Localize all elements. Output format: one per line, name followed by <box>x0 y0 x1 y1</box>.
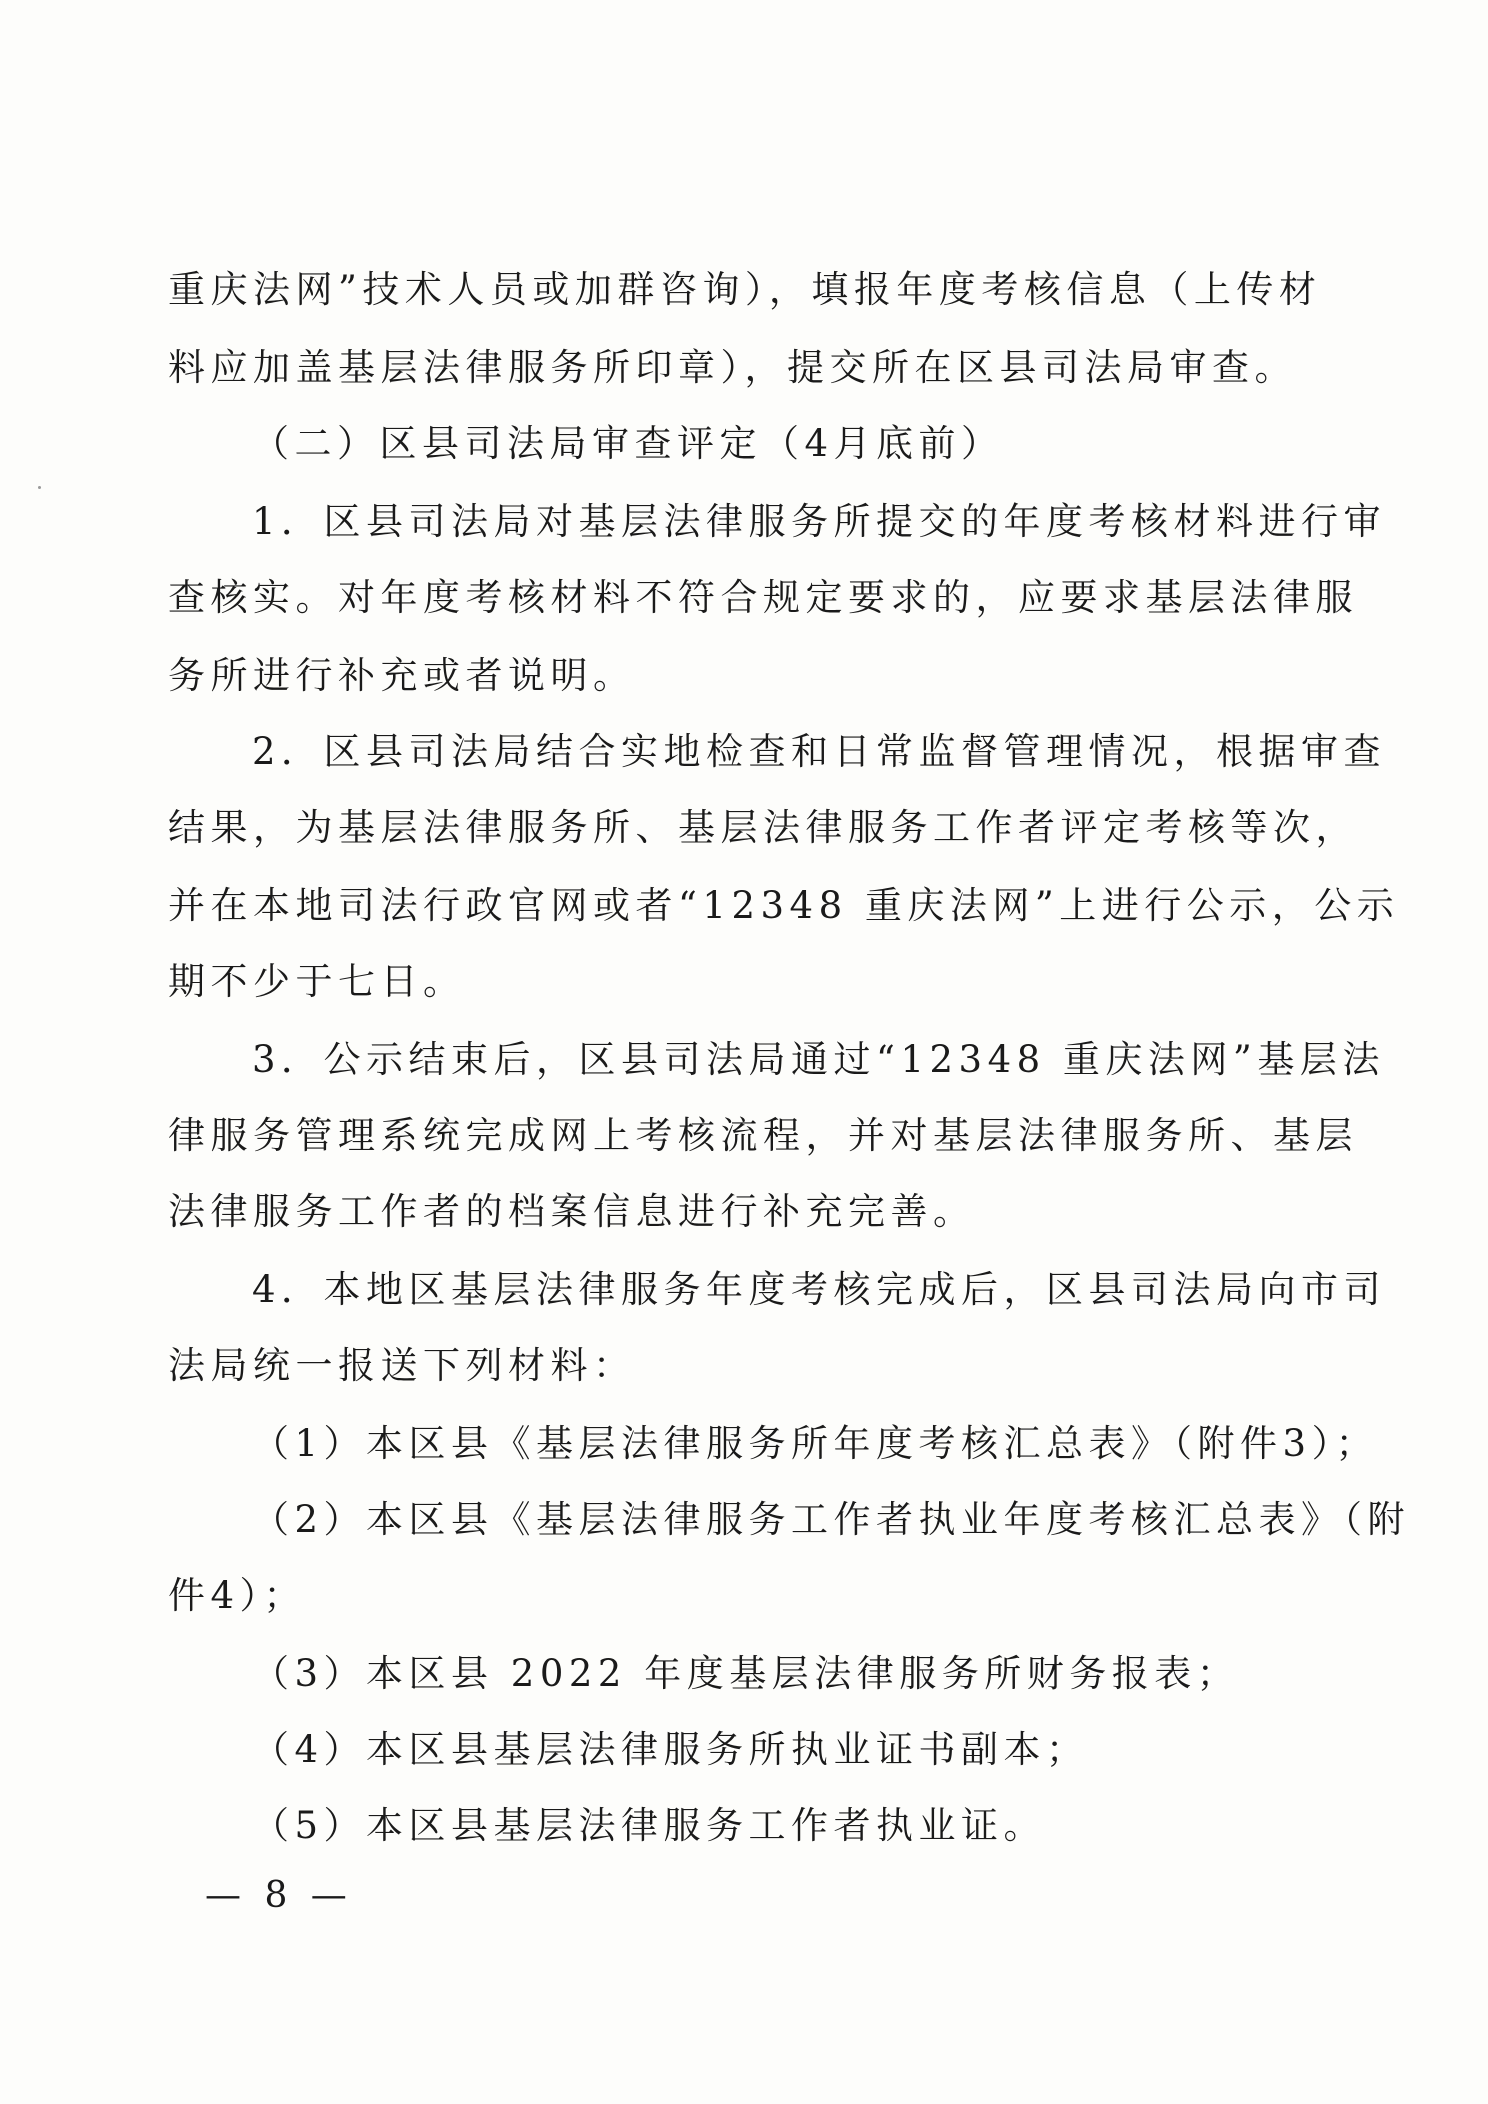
page-number: — 8 — <box>205 1875 353 1916</box>
scan-artifact <box>38 486 41 489</box>
paragraph-line: 查核实。对年度考核材料不符合规定要求的，应要求基层法律服 <box>168 576 1358 619</box>
list-item-continuation: 件4）； <box>168 1574 307 1617</box>
paragraph-line: 2．区县司法局结合实地检查和日常监督管理情况，根据审查 <box>252 730 1387 773</box>
section-heading: （二）区县司法局审查评定（4月底前） <box>252 422 1004 465</box>
paragraph-line: 法局统一报送下列材料： <box>168 1344 636 1387</box>
paragraph-line: 律服务管理系统完成网上考核流程，并对基层法律服务所、基层 <box>168 1114 1358 1157</box>
paragraph-line: 法律服务工作者的档案信息进行补充完善。 <box>168 1190 976 1233</box>
paragraph-line: 重庆法网”技术人员或加群咨询），填报年度考核信息（上传材 <box>168 268 1322 311</box>
list-item: （5）本区县基层法律服务工作者执业证。 <box>252 1804 1047 1847</box>
paragraph-line: 3．公示结束后，区县司法局通过“12348 重庆法网”基层法 <box>252 1038 1385 1081</box>
list-item: （2）本区县《基层法律服务工作者执业年度考核汇总表》（附 <box>252 1498 1411 1541</box>
list-item: （3）本区县 2022 年度基层法律服务所财务报表； <box>252 1652 1240 1695</box>
paragraph-line: 4．本地区基层法律服务年度考核完成后，区县司法局向市司 <box>252 1268 1387 1311</box>
paragraph-line: 并在本地司法行政官网或者“12348 重庆法网”上进行公示，公示 <box>168 884 1400 927</box>
paragraph-line: 结果，为基层法律服务所、基层法律服务工作者评定考核等次， <box>168 806 1358 849</box>
list-item: （1）本区县《基层法律服务所年度考核汇总表》（附件3）； <box>252 1422 1379 1465</box>
paragraph-line: 务所进行补充或者说明。 <box>168 654 636 697</box>
list-item: （4）本区县基层法律服务所执业证书副本； <box>252 1728 1089 1771</box>
paragraph-line: 1．区县司法局对基层法律服务所提交的年度考核材料进行审 <box>252 500 1387 543</box>
paragraph-line: 料应加盖基层法律服务所印章），提交所在区县司法局审查。 <box>168 346 1297 389</box>
paragraph-line: 期不少于七日。 <box>168 960 466 1003</box>
